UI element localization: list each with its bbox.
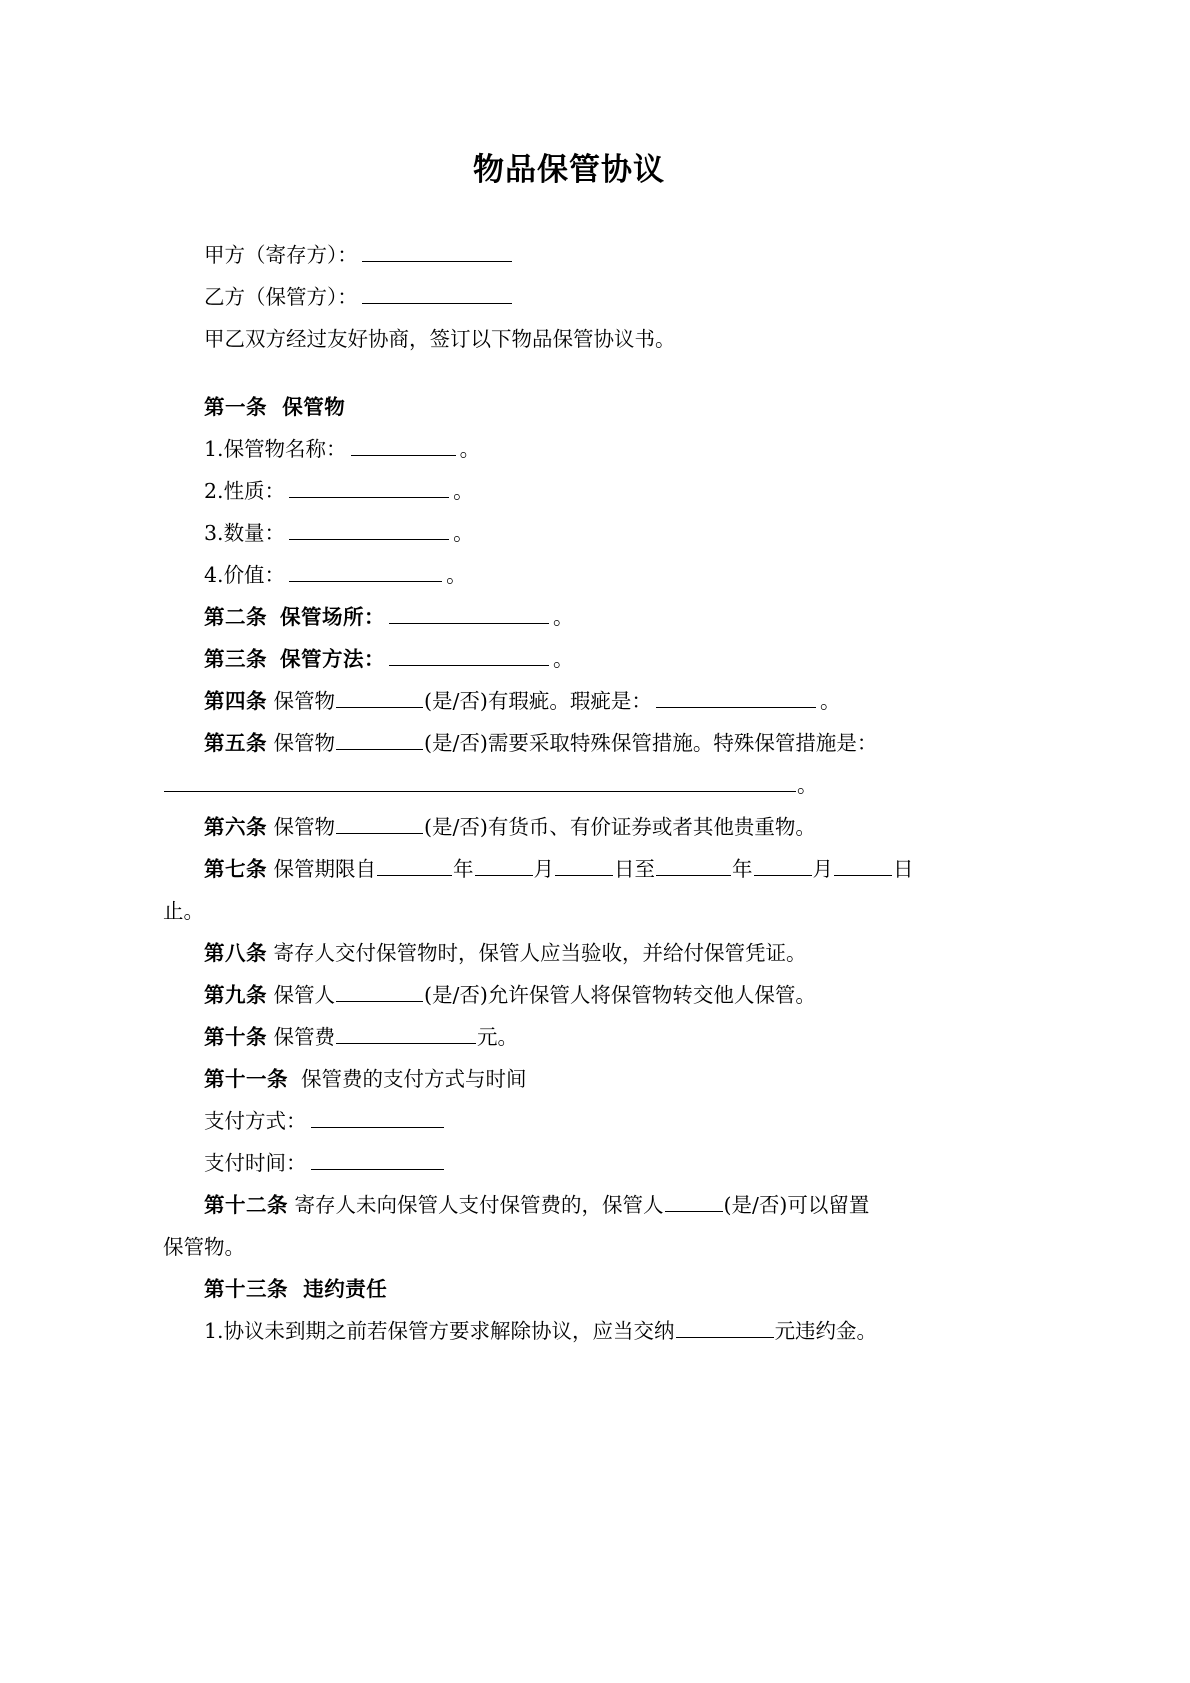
article-8 (163, 932, 975, 974)
article-1-head: 第一条 (204, 395, 267, 420)
article-7-text-1: 保管期限自 (273, 857, 377, 882)
preamble: 甲乙双方经过友好协商，签订以下物品保管协议书。 (204, 327, 676, 352)
article-5-blank-1[interactable] (336, 730, 423, 750)
article-8-head: 第八条 (204, 941, 267, 966)
item-4-blank[interactable] (289, 562, 442, 582)
article-10-blank[interactable] (336, 1024, 476, 1044)
article-7-head: 第七条 (204, 857, 267, 882)
party-b-blank[interactable] (362, 284, 512, 304)
article-4-blank-1[interactable] (336, 688, 423, 708)
document-body (163, 150, 975, 1352)
article-10-text-2: 元。 (477, 1025, 519, 1050)
payment-time-blank[interactable] (311, 1150, 444, 1170)
article-7-month-1-blank[interactable] (475, 856, 533, 876)
item-3-blank[interactable] (289, 520, 449, 540)
article-2-blank[interactable] (389, 604, 549, 624)
article-9-head: 第九条 (204, 983, 267, 1008)
article-7-year-1: 年 (453, 857, 474, 882)
article-7-day-2: 日 (893, 857, 914, 882)
article-4 (163, 680, 975, 722)
payment-method-blank[interactable] (311, 1108, 444, 1128)
article-6-head: 第六条 (204, 815, 267, 840)
article-7-month-1: 月 (533, 857, 555, 882)
article-7-month-2-blank[interactable] (754, 856, 812, 876)
item-4-prefix: 4. (204, 563, 224, 588)
item-1-prefix: 1. (204, 437, 224, 462)
article-11-heading (163, 1058, 975, 1100)
item-4-suffix: 。 (446, 563, 467, 588)
article-6-text-1: 保管物 (273, 815, 336, 840)
article-11-title: 保管费的支付方式与时间 (301, 1067, 527, 1092)
article-4-text-3: 。 (819, 689, 841, 714)
article-4-blank-2[interactable] (656, 688, 816, 708)
article-7 (163, 848, 975, 890)
item-2-blank[interactable] (289, 478, 449, 498)
article-5-blank-2[interactable] (164, 772, 796, 792)
article-2 (163, 596, 975, 638)
item-3-label: 数量： (223, 521, 286, 546)
article-5-head: 第五条 (204, 731, 267, 756)
article-2-head: 第二条 (204, 605, 267, 630)
article-13-title: 违约责任 (303, 1277, 388, 1302)
payment-method-label: 支付方式： (204, 1109, 307, 1134)
article-10 (163, 1016, 975, 1058)
article-9-text-1: 保管人 (273, 983, 336, 1008)
party-b-label: 乙方（保管方）： (204, 285, 358, 310)
item-4-label: 价值： (223, 563, 286, 588)
article-10-text-1: 保管费 (273, 1025, 336, 1050)
article-3-suffix: 。 (553, 647, 574, 672)
article-12-text-1: 寄存人未向保管人支付保管费的，保管人 (294, 1193, 664, 1218)
payment-method-line (163, 1100, 975, 1142)
article-7-year-1-blank[interactable] (377, 856, 452, 876)
party-a-label: 甲方（寄存方）： (204, 243, 358, 268)
article-3-blank[interactable] (389, 646, 549, 666)
page-title: 物品保管协议 (473, 152, 665, 188)
article-2-title: 保管场所： (280, 605, 386, 630)
article-5-text-3: 。 (797, 773, 818, 798)
article-5-text-1: 保管物 (273, 731, 336, 756)
article-7-year-2-blank[interactable] (656, 856, 731, 876)
article-2-suffix: 。 (553, 605, 574, 630)
article-4-text-1: 保管物 (273, 689, 336, 714)
article-6 (163, 806, 975, 848)
article-3-title: 保管方法： (280, 647, 386, 672)
item-3-suffix: 。 (453, 521, 474, 546)
article-1-item-4 (163, 554, 975, 596)
article-13-item-1-prefix: 1. (204, 1319, 224, 1344)
article-10-head: 第十条 (204, 1025, 267, 1050)
article-1-item-3 (163, 512, 975, 554)
item-2-label: 性质： (223, 479, 286, 504)
article-4-head: 第四条 (204, 689, 267, 714)
article-7-day-1-blank[interactable] (555, 856, 613, 876)
article-9 (163, 974, 975, 1016)
article-13-item-1 (163, 1310, 975, 1352)
article-5-continuation (163, 764, 975, 806)
item-2-suffix: 。 (453, 479, 474, 504)
party-a-blank[interactable] (362, 242, 512, 262)
article-13-item-1-blank[interactable] (676, 1318, 774, 1338)
article-4-text-2: (是/否)有瑕疵。瑕疵是： (424, 689, 652, 714)
article-9-blank[interactable] (336, 982, 423, 1002)
article-12-tail: 保管物。 (163, 1235, 245, 1260)
article-12 (163, 1184, 975, 1226)
article-5 (163, 722, 975, 764)
payment-time-line (163, 1142, 975, 1184)
party-a-line (163, 234, 975, 276)
party-b-line (163, 276, 975, 318)
article-6-blank[interactable] (336, 814, 423, 834)
item-3-prefix: 3. (204, 521, 224, 546)
article-3-head: 第三条 (204, 647, 267, 672)
article-5-text-2: (是/否)需要采取特殊保管措施。特殊保管措施是： (424, 731, 878, 756)
article-7-day-1: 日至 (614, 857, 656, 882)
item-2-prefix: 2. (204, 479, 224, 504)
article-9-text-2: (是/否)允许保管人将保管物转交他人保管。 (424, 983, 816, 1008)
article-1-item-1 (163, 428, 975, 470)
article-12-text-2: (是/否)可以留置 (723, 1193, 870, 1218)
article-12-head: 第十二条 (204, 1193, 288, 1218)
article-6-text-2: (是/否)有货币、有价证券或者其他贵重物。 (424, 815, 816, 840)
item-1-blank[interactable] (351, 436, 456, 456)
article-11-head: 第十一条 (204, 1067, 288, 1092)
item-1-label: 保管物名称： (223, 437, 347, 462)
article-7-year-2: 年 (732, 857, 753, 882)
item-1-suffix: 。 (459, 437, 481, 462)
article-12-blank[interactable] (665, 1192, 723, 1212)
article-1-title: 保管物 (282, 395, 346, 420)
article-7-tail: 止。 (163, 899, 204, 924)
payment-time-label: 支付时间： (204, 1151, 307, 1176)
article-1-item-2 (163, 470, 975, 512)
article-13-heading (163, 1268, 975, 1310)
article-1-heading (163, 386, 975, 428)
article-13-head: 第十三条 (204, 1277, 288, 1302)
article-8-text: 寄存人交付保管物时，保管人应当验收，并给付保管凭证。 (273, 941, 807, 966)
article-7-day-2-blank[interactable] (834, 856, 892, 876)
article-7-month-2: 月 (812, 857, 834, 882)
article-13-item-1-text-b: 元违约金。 (774, 1319, 878, 1344)
article-3 (163, 638, 975, 680)
article-13-item-1-text-a: 协议未到期之前若保管方要求解除协议，应当交纳 (223, 1319, 675, 1344)
